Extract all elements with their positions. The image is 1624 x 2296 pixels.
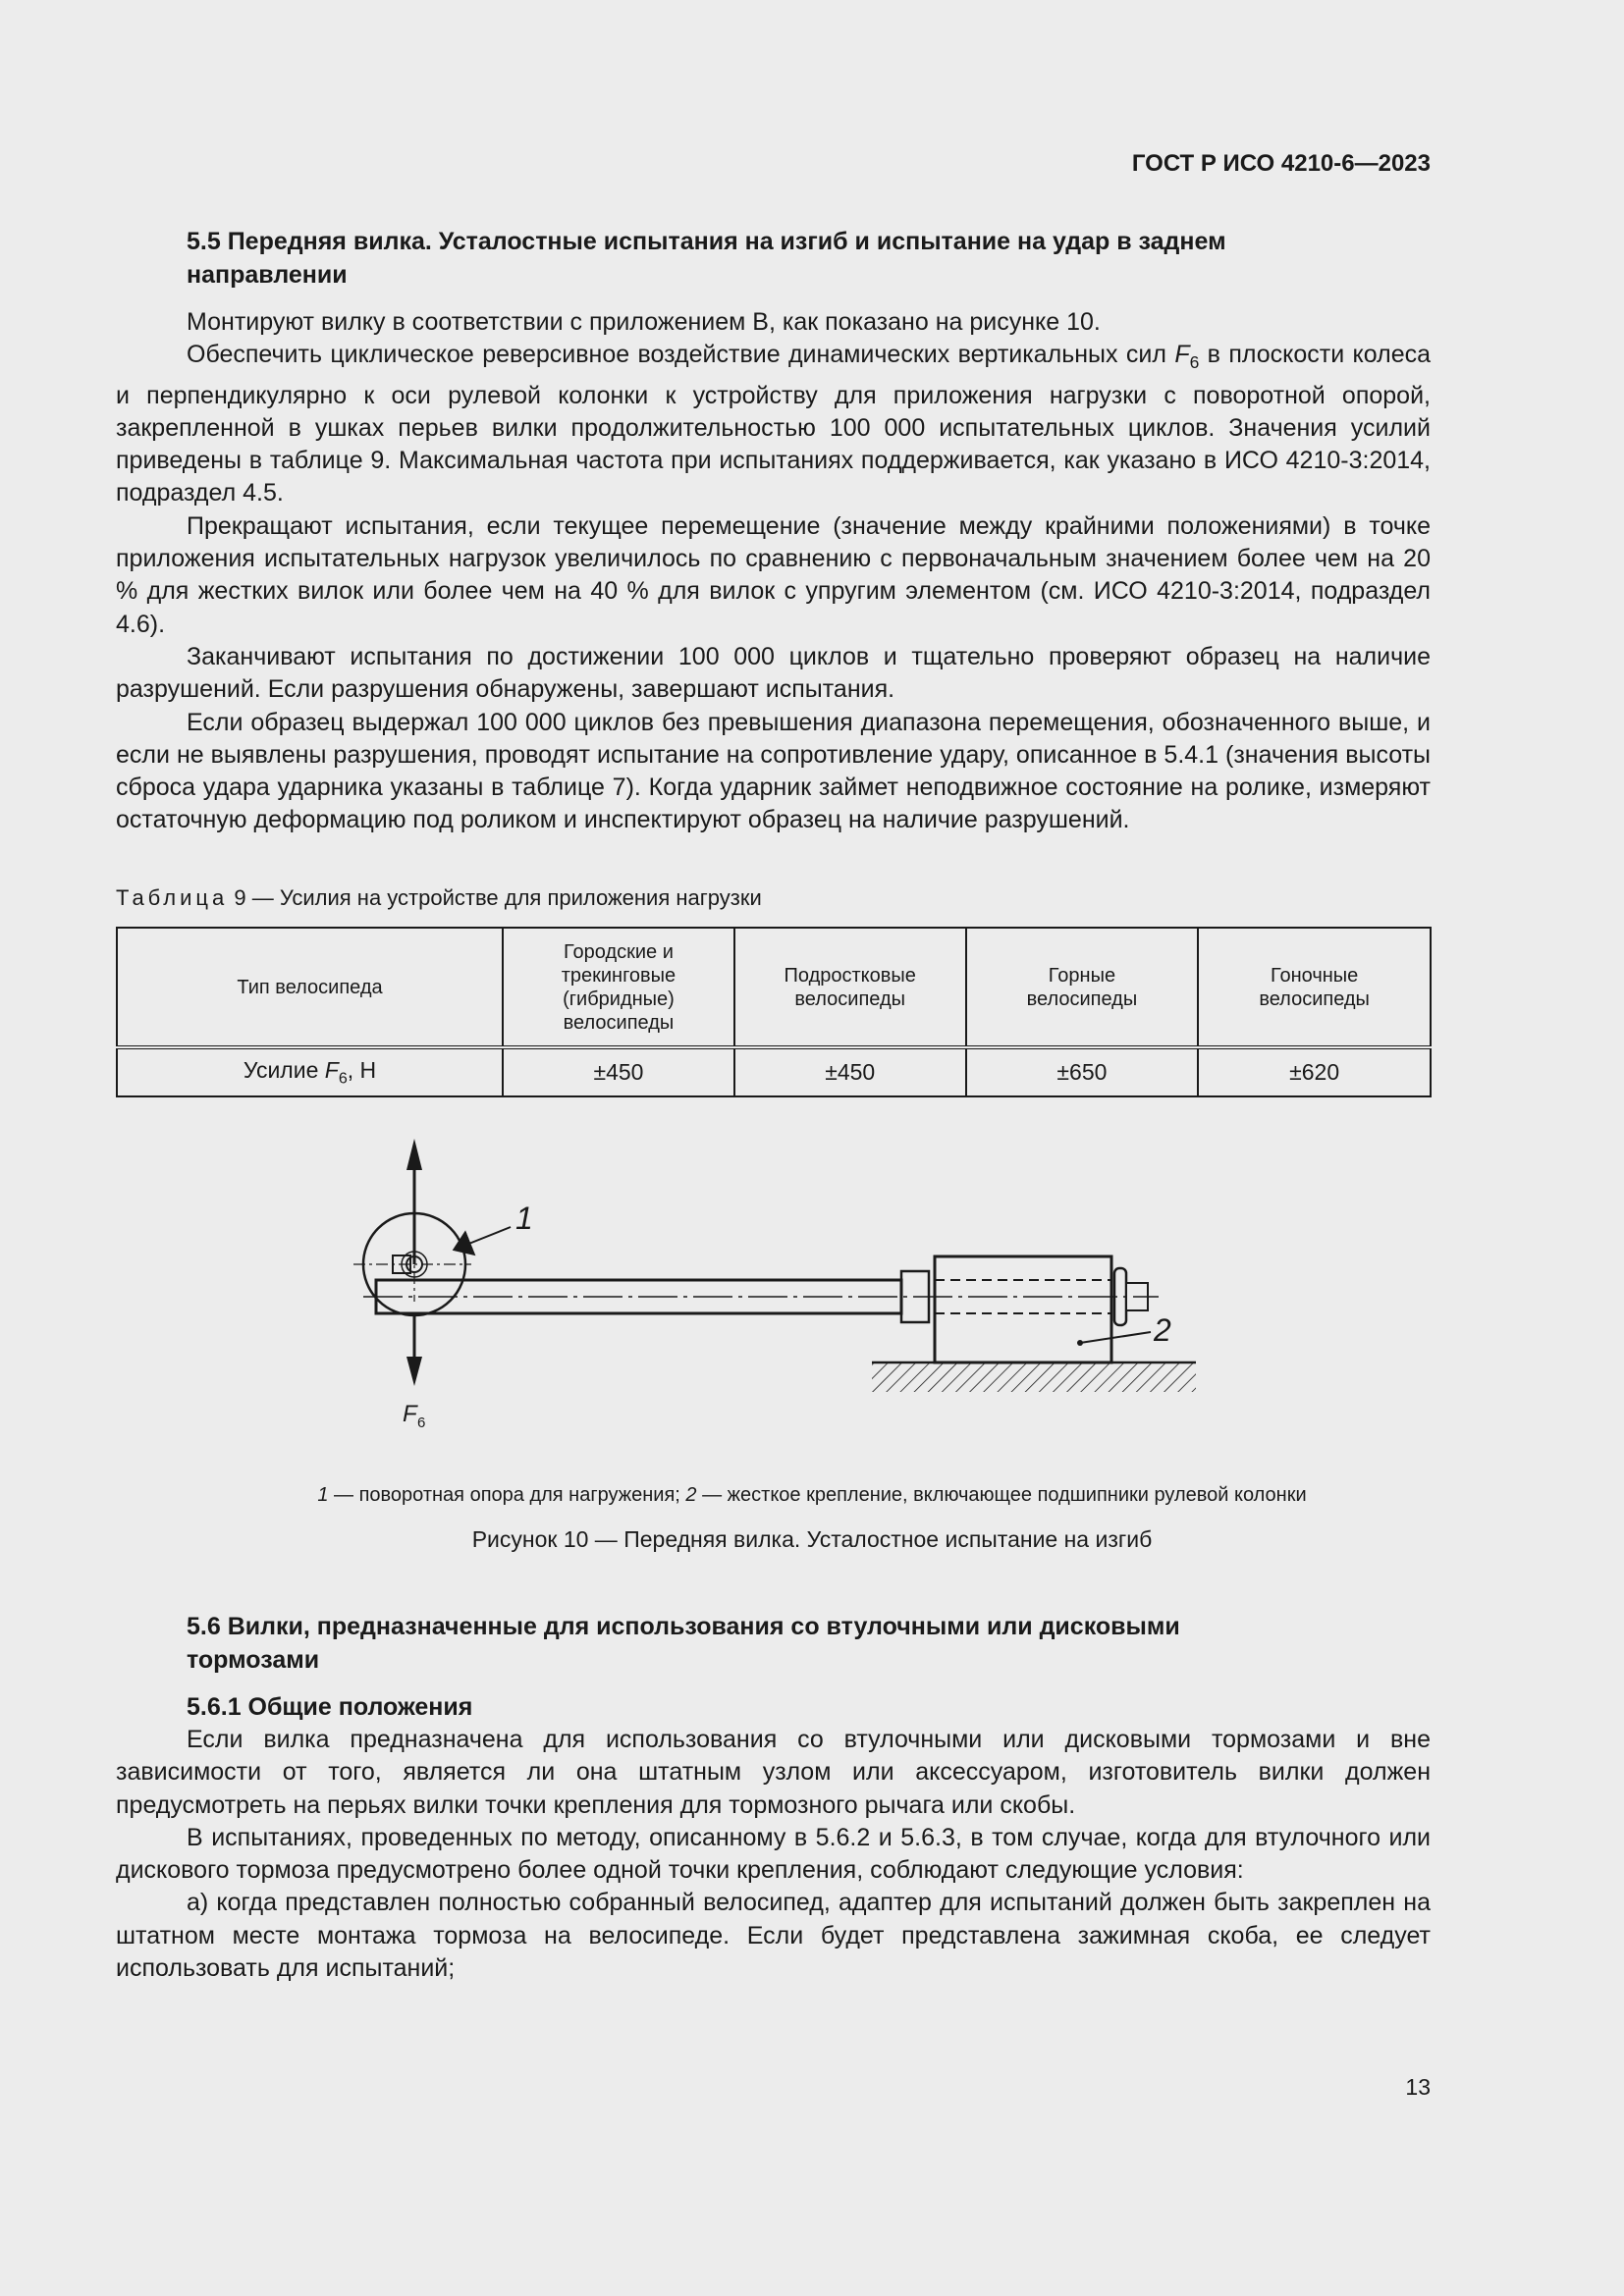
- force-subscript: 6: [1189, 352, 1200, 373]
- table-header-cell: Тип велосипеда: [117, 928, 503, 1047]
- figure-10-caption: Рисунок 10 — Передняя вилка. Усталостное испытание на изгиб: [471, 1526, 1153, 1552]
- callout-2-dot: [1077, 1340, 1083, 1346]
- table-9-caption-word: Таблица: [116, 885, 229, 910]
- section-5-5-title-line1: 5.5 Передняя вилка. Усталостные испытания на изгиб и испытание на удар в заднем: [187, 228, 1226, 255]
- row-label-subscript: 6: [338, 1069, 348, 1088]
- paragraph-cyclic-load-b: в плоскости колеса и перпендикулярно к оси рулевой колонки к устройству для приложения нагрузки с поворотной опорой, закрепленной в ушках перьев вилки продолжительностью 100 000 испытательных циклов. Значения усилий приведены в таблице 9. Максимальная частота при испытаниях поддерживается, как указано в ИСО 4210-3:2014, подраздел 4.5.: [116, 341, 1431, 507]
- row-label-b: , Н: [347, 1056, 377, 1083]
- table-row: [117, 1047, 1431, 1096]
- section-5-5-title-line2: направлении: [187, 261, 348, 289]
- section-5-6-title-line1: 5.6 Вилки, предназначенные для использования со втулочными или дисковыми: [187, 1613, 1180, 1640]
- figure-10: [344, 1129, 1208, 1443]
- paragraph-impact-test: Если образец выдержал 100 000 циклов без превышения диапазона перемещения, обозначенного выше, и если не выявлены разрушения, проводят испытание на сопротивление удару, описанное в 5.4.1 (значения высоты сброса удара ударника указаны в таблице 7). Когда ударник займет неподвижное состояние на ролике, измеряют остаточную деформацию под роликом и инспектируют образец на наличие разрушений.: [116, 708, 1431, 834]
- document-code: ГОСТ Р ИСО 4210-6—2023: [1131, 150, 1431, 177]
- force-symbol: F: [1174, 341, 1190, 369]
- paragraph-test-conditions: В испытаниях, проведенных по методу, описанному в 5.6.2 и 5.6.3, в том случае, когда для втулочного или дискового тормоза предусмотрено более одной точки крепления, соблюдают следующие условия:: [116, 1823, 1431, 1885]
- row-label-symbol: F: [324, 1056, 339, 1083]
- table-9: [116, 927, 1432, 1097]
- callout-1-leader: [461, 1227, 511, 1247]
- table-9-caption: [116, 885, 762, 911]
- paragraph-brake-mount: Если вилка предназначена для использования со втулочными или дисковыми тормозами и вне зависимости от того, является ли она штатным узлом или аксессуаром, изготовитель вилки должен предусмотреть на перьях вилки точки крепления для тормозного рычага или скобы.: [116, 1726, 1431, 1819]
- paragraph-stop-criteria: Прекращают испытания, если текущее перемещение (значение между крайними положениями) в точке приложения испытательных нагрузок увеличилось по сравнению с первоначальным значением более чем на 20 % для жестких вилок или более чем на 40 % для вилок с упругим элементом (см. ИСО 4210-3:2014, подраздел 4.6).: [116, 511, 1431, 638]
- force-label-subscript: 6: [417, 1415, 426, 1431]
- table-header-cell-text: Гоночные велосипеды: [1259, 964, 1370, 1010]
- figure-10-drawing: [344, 1129, 1208, 1443]
- table-header-cell-text: Городские и трекинговые (гибридные) велосипеды: [561, 940, 677, 1034]
- table-cell: ±450: [734, 1047, 966, 1096]
- table-cell: ±450: [503, 1047, 734, 1096]
- section-5-5-body: [116, 306, 1431, 837]
- legend-1-number: 1: [317, 1484, 329, 1506]
- callout-2-leader: [1080, 1332, 1151, 1343]
- rigid-mount-block: [935, 1256, 1111, 1362]
- force-arrow-down: [406, 1313, 422, 1386]
- force-arrow-up: [406, 1139, 422, 1264]
- paragraph-finish: Заканчивают испытания по достижении 100 000 циклов и тщательно проверяют образец на наличие разрушений. Если разрушения обнаружены, завершают испытания.: [116, 642, 1431, 704]
- legend-1-text: — поворотная опора для нагружения;: [328, 1484, 686, 1506]
- table-cell: ±620: [1198, 1047, 1431, 1096]
- table-row-label: [117, 1047, 503, 1096]
- page-number: 13: [1405, 2074, 1431, 2100]
- section-5-6-body: [116, 1724, 1431, 1985]
- table-header-cell-text: Горные велосипеды: [1026, 964, 1138, 1010]
- table-header-cell-text: Подростковые велосипеды: [784, 964, 916, 1010]
- table-header-cell: [734, 928, 966, 1047]
- section-5-6-1-title: 5.6.1 Общие положения: [187, 1693, 473, 1721]
- table-header-cell: [966, 928, 1199, 1047]
- section-5-6-title-line2: тормозами: [187, 1646, 320, 1674]
- paragraph-mounting: Монтируют вилку в соответствии с приложением В, как показано на рисунке 10.: [187, 308, 1101, 336]
- table-9-caption-text: 9 — Усилия на устройстве для приложения нагрузки: [234, 885, 762, 910]
- table-header-row: [117, 928, 1431, 1047]
- figure-10-legend: [0, 1484, 1624, 1507]
- table-header-cell: [1198, 928, 1431, 1047]
- section-5-6-title: [187, 1610, 1434, 1677]
- legend-2-text: — жесткое крепление, включающее подшипники рулевой колонки: [696, 1484, 1307, 1506]
- row-label-a: Усилие: [243, 1056, 325, 1083]
- paragraph-condition-a: а) когда представлен полностью собранный велосипед, адаптер для испытаний должен быть закреплен на штатном месте монтажа тормоза на велосипеде. Если будет представлена зажимная скоба, ее следует использовать для испытаний;: [116, 1889, 1431, 1983]
- paragraph-cyclic-load-a: Обеспечить циклическое реверсивное воздействие динамических вертикальных сил: [187, 341, 1175, 369]
- force-label: F: [403, 1401, 417, 1427]
- section-5-5-title: [187, 225, 1434, 292]
- ground-hatch: [872, 1362, 1196, 1392]
- legend-2-number: 2: [685, 1484, 697, 1506]
- table-header-cell: [503, 928, 734, 1047]
- paragraph-cyclic-load: [116, 339, 1431, 509]
- table-cell: ±650: [966, 1047, 1199, 1096]
- callout-1-label: 1: [515, 1201, 533, 1236]
- callout-2-label: 2: [1154, 1312, 1171, 1348]
